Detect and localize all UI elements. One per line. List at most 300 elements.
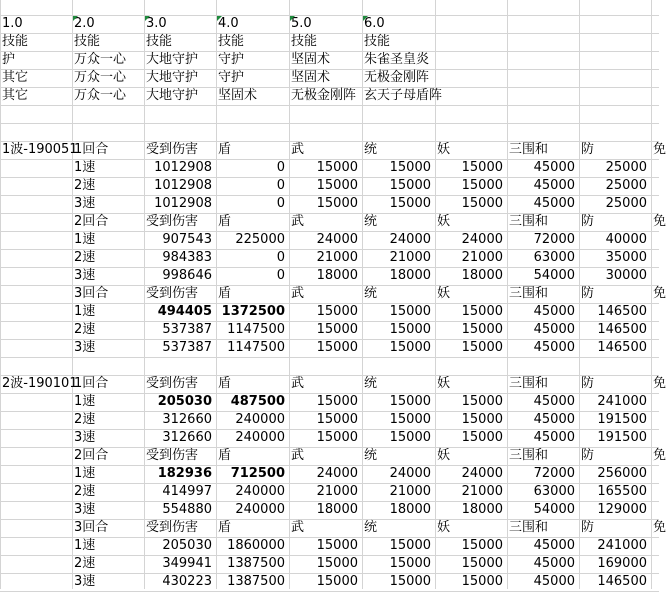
cell-r3-c3[interactable]: 大地守护 [146, 52, 199, 67]
cell-r2-c10[interactable] [651, 33, 655, 51]
cell-r28-c1[interactable] [0, 501, 72, 519]
cell-r10-c2[interactable]: 2速 [74, 178, 96, 193]
cell-r14-c6[interactable]: 21000 [389, 250, 431, 265]
cell-r30-c6[interactable]: 15000 [389, 538, 431, 553]
cell-r17-c6[interactable]: 15000 [389, 304, 431, 319]
cell-r19-c3[interactable]: 537387 [162, 340, 212, 355]
cell-r5-c2[interactable]: 万众一心 [74, 88, 127, 103]
cell-r27-c6[interactable]: 21000 [389, 484, 431, 499]
cell-r27-c2[interactable]: 2速 [74, 484, 96, 499]
cell-r31-c7[interactable]: 15000 [461, 556, 503, 571]
cell-r15-c3[interactable]: 998646 [162, 268, 212, 283]
cell-r3-c2[interactable]: 万众一心 [74, 52, 127, 67]
cell-r27-c10[interactable] [651, 483, 655, 501]
cell-r32-c4[interactable]: 1387500 [227, 574, 285, 589]
cell-r7-c1[interactable] [0, 123, 4, 141]
cell-r26-c4[interactable]: 712500 [230, 466, 285, 481]
cell-r13-c4[interactable]: 225000 [235, 232, 285, 247]
cell-r9-c4[interactable]: 0 [276, 160, 285, 175]
cell-r11-c8[interactable]: 45000 [533, 196, 575, 211]
cell-r16-c2[interactable]: 3回合 [74, 286, 109, 301]
cell-r9-c2[interactable]: 1速 [74, 160, 96, 175]
cell-r14-c4[interactable]: 0 [276, 250, 285, 265]
cell-r18-c10[interactable] [651, 321, 655, 339]
cell-r32-c3[interactable]: 430223 [162, 574, 212, 589]
cell-r26-c6[interactable]: 24000 [389, 466, 431, 481]
cell-r27-c7[interactable]: 21000 [461, 484, 503, 499]
cell-r27-c3[interactable]: 414997 [162, 484, 212, 499]
cell-r7-c5[interactable] [289, 123, 293, 141]
cell-r30-c7[interactable]: 15000 [461, 538, 503, 553]
cell-r14-c10[interactable] [651, 249, 655, 267]
cell-r25-c1[interactable] [0, 447, 72, 465]
cell-r24-c3[interactable]: 312660 [162, 430, 212, 445]
cell-r31-c9[interactable]: 169000 [597, 556, 647, 571]
cell-r17-c9[interactable]: 146500 [597, 304, 647, 319]
cell-r9-c10[interactable] [651, 159, 655, 177]
cell-r17-c4[interactable]: 1372500 [221, 304, 285, 319]
cell-r22-c2[interactable]: 1速 [74, 394, 96, 409]
cell-r31-c5[interactable]: 15000 [316, 556, 358, 571]
cell-r6-c1[interactable] [0, 105, 4, 123]
cell-r7-c4[interactable] [216, 123, 220, 141]
cell-r14-c2[interactable]: 2速 [74, 250, 96, 265]
cell-r29-c6[interactable]: 统 [364, 520, 378, 535]
cell-r15-c8[interactable]: 54000 [533, 268, 575, 283]
cell-r28-c7[interactable]: 18000 [461, 502, 503, 517]
cell-r28-c9[interactable]: 129000 [597, 502, 647, 517]
cell-r19-c2[interactable]: 3速 [74, 340, 96, 355]
cell-r4-c6[interactable]: 无极金刚阵 [364, 70, 430, 85]
cell-r10-c9[interactable]: 25000 [605, 178, 647, 193]
cell-r23-c9[interactable]: 191500 [597, 412, 647, 427]
cell-r21-c8[interactable]: 三围和 [509, 376, 549, 391]
cell-r20-c3[interactable] [144, 357, 148, 375]
cell-r2-c7[interactable] [435, 33, 439, 51]
cell-r29-c5[interactable]: 武 [291, 520, 305, 535]
cell-r22-c7[interactable]: 15000 [461, 394, 503, 409]
cell-r30-c9[interactable]: 241000 [597, 538, 647, 553]
cell-r15-c10[interactable] [651, 267, 655, 285]
cell-r5-c1[interactable]: 其它 [2, 88, 29, 103]
cell-r12-c2[interactable]: 2回合 [74, 214, 109, 229]
cell-r23-c8[interactable]: 45000 [533, 412, 575, 427]
cell-r8-c6[interactable]: 统 [364, 142, 378, 157]
cell-r13-c5[interactable]: 24000 [316, 232, 358, 247]
cell-r27-c1[interactable] [0, 483, 72, 501]
cell-r23-c4[interactable]: 240000 [235, 412, 285, 427]
cell-r12-c3[interactable]: 受到伤害 [146, 214, 199, 229]
cell-r8-c5[interactable]: 武 [291, 142, 305, 157]
cell-r18-c1[interactable] [0, 321, 72, 339]
cell-r12-c8[interactable]: 三围和 [509, 214, 549, 229]
cell-r8-c9[interactable]: 防 [581, 142, 595, 157]
cell-r26-c2[interactable]: 1速 [74, 466, 96, 481]
cell-r27-c5[interactable]: 21000 [316, 484, 358, 499]
cell-r26-c10[interactable] [651, 465, 655, 483]
cell-r25-c8[interactable]: 三围和 [509, 448, 549, 463]
cell-r2-c4[interactable]: 技能 [218, 34, 245, 49]
cell-r30-c8[interactable]: 45000 [533, 538, 575, 553]
cell-r13-c2[interactable]: 1速 [74, 232, 96, 247]
cell-r29-c7[interactable]: 妖 [437, 520, 451, 535]
cell-r9-c1[interactable] [0, 159, 72, 177]
cell-r20-c7[interactable] [435, 357, 439, 375]
cell-r19-c4[interactable]: 1147500 [227, 340, 285, 355]
cell-r30-c10[interactable] [651, 537, 655, 555]
cell-r6-c3[interactable] [144, 105, 148, 123]
cell-r26-c3[interactable]: 182936 [157, 466, 212, 481]
cell-r21-c2[interactable]: 1回合 [74, 376, 109, 391]
cell-r24-c9[interactable]: 191500 [597, 430, 647, 445]
cell-r14-c1[interactable] [0, 249, 72, 267]
cell-r9-c6[interactable]: 15000 [389, 160, 431, 175]
cell-r31-c1[interactable] [0, 555, 72, 573]
cell-r4-c7[interactable] [435, 69, 439, 87]
cell-r1-c7[interactable] [435, 15, 439, 33]
cell-r27-c9[interactable]: 165500 [597, 484, 647, 499]
cell-r18-c5[interactable]: 15000 [316, 322, 358, 337]
cell-r32-c5[interactable]: 15000 [316, 574, 358, 589]
cell-r11-c2[interactable]: 3速 [74, 196, 96, 211]
cell-r31-c10[interactable] [651, 555, 655, 573]
cell-r13-c10[interactable] [651, 231, 655, 249]
cell-r24-c1[interactable] [0, 429, 72, 447]
cell-r23-c3[interactable]: 312660 [162, 412, 212, 427]
cell-r14-c3[interactable]: 984383 [162, 250, 212, 265]
cell-r7-c6[interactable] [362, 123, 366, 141]
cell-r21-c5[interactable]: 武 [291, 376, 305, 391]
cell-r21-c10[interactable]: 免 [653, 376, 667, 391]
cell-r25-c7[interactable]: 妖 [437, 448, 451, 463]
cell-r15-c7[interactable]: 18000 [461, 268, 503, 283]
cell-r16-c9[interactable]: 防 [581, 286, 595, 301]
cell-r32-c2[interactable]: 3速 [74, 574, 96, 589]
cell-r31-c2[interactable]: 2速 [74, 556, 96, 571]
cell-r4-c4[interactable]: 守护 [218, 70, 245, 85]
cell-r6-c8[interactable] [507, 105, 511, 123]
cell-r31-c4[interactable]: 1387500 [227, 556, 285, 571]
cell-r10-c4[interactable]: 0 [276, 178, 285, 193]
cell-r17-c8[interactable]: 45000 [533, 304, 575, 319]
cell-r13-c6[interactable]: 24000 [389, 232, 431, 247]
cell-r8-c8[interactable]: 三围和 [509, 142, 549, 157]
cell-r2-c2[interactable]: 技能 [74, 34, 101, 49]
cell-r27-c4[interactable]: 240000 [235, 484, 285, 499]
cell-r28-c3[interactable]: 554880 [162, 502, 212, 517]
cell-r18-c2[interactable]: 2速 [74, 322, 96, 337]
cell-r25-c10[interactable]: 免 [653, 448, 667, 463]
cell-r17-c10[interactable] [651, 303, 655, 321]
cell-r31-c6[interactable]: 15000 [389, 556, 431, 571]
cell-r3-c5[interactable]: 坚固术 [291, 52, 331, 67]
cell-r23-c7[interactable]: 15000 [461, 412, 503, 427]
cell-r14-c7[interactable]: 21000 [461, 250, 503, 265]
cell-r22-c9[interactable]: 241000 [597, 394, 647, 409]
cell-r5-c8[interactable] [507, 87, 511, 105]
cell-r19-c10[interactable] [651, 339, 655, 357]
cell-r25-c4[interactable]: 盾 [218, 448, 232, 463]
cell-r21-c1[interactable]: 2波-190101 [2, 376, 78, 391]
cell-r11-c10[interactable] [651, 195, 655, 213]
cell-r1-c4[interactable]: 4.0 [218, 16, 239, 31]
cell-r15-c5[interactable]: 18000 [316, 268, 358, 283]
cell-r1-c1[interactable]: 1.0 [2, 16, 23, 31]
cell-r30-c1[interactable] [0, 537, 72, 555]
cell-r29-c1[interactable] [0, 519, 72, 537]
cell-r31-c8[interactable]: 45000 [533, 556, 575, 571]
cell-r24-c5[interactable]: 15000 [316, 430, 358, 445]
cell-r8-c4[interactable]: 盾 [218, 142, 232, 157]
cell-r24-c4[interactable]: 240000 [235, 430, 285, 445]
cell-r1-c9[interactable] [579, 15, 583, 33]
cell-r32-c6[interactable]: 15000 [389, 574, 431, 589]
cell-r28-c2[interactable]: 3速 [74, 502, 96, 517]
cell-r6-c2[interactable] [72, 105, 76, 123]
cell-r14-c8[interactable]: 63000 [533, 250, 575, 265]
cell-r32-c8[interactable]: 45000 [533, 574, 575, 589]
cell-r21-c3[interactable]: 受到伤害 [146, 376, 199, 391]
cell-r11-c1[interactable] [0, 195, 72, 213]
cell-r30-c3[interactable]: 205030 [162, 538, 212, 553]
cell-r17-c5[interactable]: 15000 [316, 304, 358, 319]
cell-r18-c4[interactable]: 1147500 [227, 322, 285, 337]
cell-r13-c8[interactable]: 72000 [533, 232, 575, 247]
cell-r15-c4[interactable]: 0 [276, 268, 285, 283]
cell-r29-c2[interactable]: 3回合 [74, 520, 109, 535]
cell-r22-c6[interactable]: 15000 [389, 394, 431, 409]
cell-r18-c6[interactable]: 15000 [389, 322, 431, 337]
cell-r5-c4[interactable]: 坚固术 [218, 88, 258, 103]
cell-r5-c7[interactable] [435, 87, 439, 105]
cell-r22-c8[interactable]: 45000 [533, 394, 575, 409]
cell-r21-c6[interactable]: 统 [364, 376, 378, 391]
cell-r17-c7[interactable]: 15000 [461, 304, 503, 319]
cell-r20-c10[interactable] [651, 357, 655, 375]
cell-r2-c6[interactable]: 技能 [364, 34, 391, 49]
cell-r5-c10[interactable] [651, 87, 655, 105]
cell-r19-c6[interactable]: 15000 [389, 340, 431, 355]
cell-r24-c2[interactable]: 3速 [74, 430, 96, 445]
cell-r19-c7[interactable]: 15000 [461, 340, 503, 355]
cell-r18-c8[interactable]: 45000 [533, 322, 575, 337]
cell-r7-c9[interactable] [579, 123, 583, 141]
cell-r11-c4[interactable]: 0 [276, 196, 285, 211]
cell-r22-c10[interactable] [651, 393, 655, 411]
cell-r11-c5[interactable]: 15000 [316, 196, 358, 211]
cell-r12-c7[interactable]: 妖 [437, 214, 451, 229]
cell-r1-c2[interactable]: 2.0 [74, 16, 95, 31]
cell-r15-c2[interactable]: 3速 [74, 268, 96, 283]
cell-r18-c3[interactable]: 537387 [162, 322, 212, 337]
cell-r9-c7[interactable]: 15000 [461, 160, 503, 175]
cell-r2-c8[interactable] [507, 33, 511, 51]
cell-r28-c10[interactable] [651, 501, 655, 519]
cell-r11-c6[interactable]: 15000 [389, 196, 431, 211]
cell-r6-c10[interactable] [651, 105, 655, 123]
cell-r10-c3[interactable]: 1012908 [154, 178, 212, 193]
cell-r16-c4[interactable]: 盾 [218, 286, 232, 301]
cell-r31-c3[interactable]: 349941 [162, 556, 212, 571]
cell-r12-c4[interactable]: 盾 [218, 214, 232, 229]
cell-r2-c1[interactable]: 技能 [2, 34, 29, 49]
cell-r22-c4[interactable]: 487500 [230, 394, 285, 409]
cell-r26-c5[interactable]: 24000 [316, 466, 358, 481]
cell-r10-c1[interactable] [0, 177, 72, 195]
cell-r32-c1[interactable] [0, 573, 72, 591]
cell-r8-c2[interactable]: 1回合 [74, 142, 109, 157]
cell-r18-c9[interactable]: 146500 [597, 322, 647, 337]
cell-r6-c7[interactable] [435, 105, 439, 123]
cell-r15-c6[interactable]: 18000 [389, 268, 431, 283]
cell-r7-c2[interactable] [72, 123, 76, 141]
cell-r2-c5[interactable]: 技能 [291, 34, 318, 49]
cell-r11-c3[interactable]: 1012908 [154, 196, 212, 211]
cell-r4-c3[interactable]: 大地守护 [146, 70, 199, 85]
cell-r15-c9[interactable]: 30000 [605, 268, 647, 283]
cell-r13-c7[interactable]: 24000 [461, 232, 503, 247]
cell-r13-c1[interactable] [0, 231, 72, 249]
cell-r5-c5[interactable]: 无极金刚阵 [291, 88, 357, 103]
cell-r9-c3[interactable]: 1012908 [154, 160, 212, 175]
cell-r8-c10[interactable]: 免 [653, 142, 667, 157]
cell-r9-c8[interactable]: 45000 [533, 160, 575, 175]
cell-r30-c5[interactable]: 15000 [316, 538, 358, 553]
cell-r29-c9[interactable]: 防 [581, 520, 595, 535]
cell-r12-c1[interactable] [0, 213, 72, 231]
cell-r17-c3[interactable]: 494405 [157, 304, 212, 319]
cell-r5-c3[interactable]: 大地守护 [146, 88, 199, 103]
cell-r20-c1[interactable] [0, 357, 4, 375]
cell-r11-c7[interactable]: 15000 [461, 196, 503, 211]
cell-r5-c6[interactable]: 玄天子母盾阵 [364, 88, 443, 103]
cell-r6-c5[interactable] [289, 105, 293, 123]
cell-r13-c3[interactable]: 907543 [162, 232, 212, 247]
cell-r20-c9[interactable] [579, 357, 583, 375]
cell-r2-c9[interactable] [579, 33, 583, 51]
cell-r14-c9[interactable]: 35000 [605, 250, 647, 265]
cell-r1-c10[interactable] [651, 15, 655, 33]
cell-r1-c8[interactable] [507, 15, 511, 33]
cell-r19-c8[interactable]: 45000 [533, 340, 575, 355]
cell-r13-c9[interactable]: 40000 [605, 232, 647, 247]
cell-r20-c8[interactable] [507, 357, 511, 375]
cell-r32-c10[interactable] [651, 573, 655, 591]
cell-r23-c1[interactable] [0, 411, 72, 429]
cell-r4-c1[interactable]: 其它 [2, 70, 29, 85]
cell-r16-c7[interactable]: 妖 [437, 286, 451, 301]
cell-r25-c3[interactable]: 受到伤害 [146, 448, 199, 463]
cell-r6-c6[interactable] [362, 105, 366, 123]
cell-r12-c10[interactable]: 免 [653, 214, 667, 229]
cell-r10-c5[interactable]: 15000 [316, 178, 358, 193]
cell-r28-c8[interactable]: 54000 [533, 502, 575, 517]
cell-r7-c8[interactable] [507, 123, 511, 141]
cell-r16-c10[interactable]: 免 [653, 286, 667, 301]
cell-r21-c4[interactable]: 盾 [218, 376, 232, 391]
cell-r27-c8[interactable]: 63000 [533, 484, 575, 499]
cell-r28-c5[interactable]: 18000 [316, 502, 358, 517]
cell-r7-c3[interactable] [144, 123, 148, 141]
cell-r29-c8[interactable]: 三围和 [509, 520, 549, 535]
cell-r25-c2[interactable]: 2回合 [74, 448, 109, 463]
cell-r2-c3[interactable]: 技能 [146, 34, 173, 49]
cell-r26-c1[interactable] [0, 465, 72, 483]
cell-r7-c10[interactable] [651, 123, 655, 141]
cell-r22-c5[interactable]: 15000 [316, 394, 358, 409]
cell-r12-c5[interactable]: 武 [291, 214, 305, 229]
cell-r32-c7[interactable]: 15000 [461, 574, 503, 589]
cell-r8-c7[interactable]: 妖 [437, 142, 451, 157]
cell-r4-c2[interactable]: 万众一心 [74, 70, 127, 85]
cell-r25-c6[interactable]: 统 [364, 448, 378, 463]
cell-r20-c4[interactable] [216, 357, 220, 375]
cell-r9-c5[interactable]: 15000 [316, 160, 358, 175]
cell-r4-c9[interactable] [579, 69, 583, 87]
cell-r16-c3[interactable]: 受到伤害 [146, 286, 199, 301]
cell-r14-c5[interactable]: 21000 [316, 250, 358, 265]
cell-r3-c10[interactable] [651, 51, 655, 69]
cell-r3-c6[interactable]: 朱雀圣皇炎 [364, 52, 430, 67]
cell-r24-c7[interactable]: 15000 [461, 430, 503, 445]
cell-r20-c6[interactable] [362, 357, 366, 375]
cell-r24-c6[interactable]: 15000 [389, 430, 431, 445]
cell-r21-c7[interactable]: 妖 [437, 376, 451, 391]
cell-r24-c8[interactable]: 45000 [533, 430, 575, 445]
cell-r21-c9[interactable]: 防 [581, 376, 595, 391]
cell-r19-c5[interactable]: 15000 [316, 340, 358, 355]
cell-r1-c5[interactable]: 5.0 [291, 16, 312, 31]
cell-r16-c6[interactable]: 统 [364, 286, 378, 301]
cell-r20-c2[interactable] [72, 357, 76, 375]
cell-r17-c2[interactable]: 1速 [74, 304, 96, 319]
cell-r29-c10[interactable]: 免 [653, 520, 667, 535]
cell-r7-c7[interactable] [435, 123, 439, 141]
cell-r10-c8[interactable]: 45000 [533, 178, 575, 193]
cell-r3-c1[interactable]: 护 [2, 52, 16, 67]
cell-r26-c7[interactable]: 24000 [461, 466, 503, 481]
cell-r30-c4[interactable]: 1860000 [227, 538, 285, 553]
cell-r23-c2[interactable]: 2速 [74, 412, 96, 427]
cell-r22-c3[interactable]: 205030 [157, 394, 212, 409]
cell-r26-c9[interactable]: 256000 [597, 466, 647, 481]
cell-r10-c10[interactable] [651, 177, 655, 195]
cell-r28-c4[interactable]: 240000 [235, 502, 285, 517]
cell-r3-c8[interactable] [507, 51, 511, 69]
cell-r4-c5[interactable]: 坚固术 [291, 70, 331, 85]
cell-r16-c5[interactable]: 武 [291, 286, 305, 301]
cell-r23-c10[interactable] [651, 411, 655, 429]
cell-r28-c6[interactable]: 18000 [389, 502, 431, 517]
cell-r3-c7[interactable] [435, 51, 439, 69]
cell-r18-c7[interactable]: 15000 [461, 322, 503, 337]
cell-r8-c3[interactable]: 受到伤害 [146, 142, 199, 157]
cell-r6-c9[interactable] [579, 105, 583, 123]
cell-r16-c8[interactable]: 三围和 [509, 286, 549, 301]
cell-r10-c6[interactable]: 15000 [389, 178, 431, 193]
cell-r3-c9[interactable] [579, 51, 583, 69]
cell-r4-c8[interactable] [507, 69, 511, 87]
cell-r29-c4[interactable]: 盾 [218, 520, 232, 535]
cell-r15-c1[interactable] [0, 267, 72, 285]
cell-r12-c9[interactable]: 防 [581, 214, 595, 229]
cell-r3-c4[interactable]: 守护 [218, 52, 245, 67]
cell-r12-c6[interactable]: 统 [364, 214, 378, 229]
cell-r4-c10[interactable] [651, 69, 655, 87]
cell-r17-c1[interactable] [0, 303, 72, 321]
cell-r25-c9[interactable]: 防 [581, 448, 595, 463]
cell-r5-c9[interactable] [579, 87, 583, 105]
